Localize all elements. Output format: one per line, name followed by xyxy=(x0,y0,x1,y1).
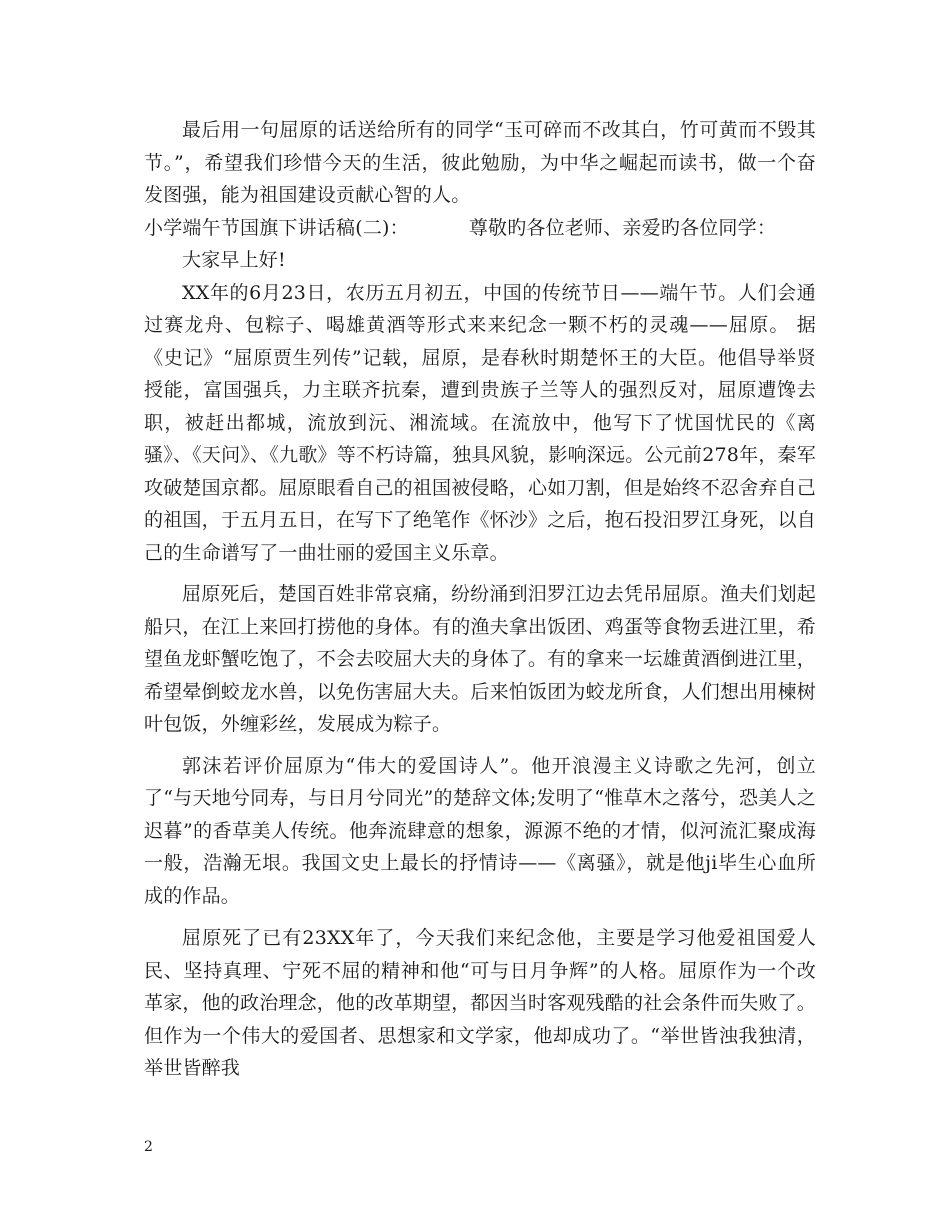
body-paragraph-zongzi: 屈原死后，楚国百姓非常哀痛，纷纷涌到汨罗江边去凭吊屈原。渔夫们划起船只，在江上来回打捞他的身体。有的渔夫拿出饭团、鸡蛋等食物丢进江里，希望鱼龙虾蟹吃饱了，不会去咬屈大夫的身体了。有的拿来一坛雄黄酒倒进江里，希望晕倒蛟龙水兽，以免伤害屈大夫。后来怕饭团为蛟龙所食，人们想出用楝树叶包饭，外缠彩丝，发展成为粽子。 xyxy=(144,583,817,735)
closing-paragraph: 最后用一句屈原的话送给所有的同学“玉可碎而不改其白，竹可黄而不毁其节。”，希望我们珍惜今天的生活，彼此勉励，为中华之崛起而读书，做一个奋发图强，能为祖国建设贡献心智的人。 xyxy=(144,119,816,206)
speech-title: 小学端午节国旗下讲话稿(二)： xyxy=(144,216,409,239)
greeting-paragraph: 大家早上好! xyxy=(182,249,286,271)
page-number: 2 xyxy=(144,1139,153,1155)
body-paragraph-poet: 郭沫若评价屈原为“伟大的爱国诗人”。他开浪漫主义诗歌之先河，创立了“与天地兮同寿，与日月兮同光”的楚辞文体;发明了“惟草木之落兮，恐美人之迟暮”的香草美人传统。他奔流肆意的想象，源源不绝的才情，似河流汇聚成海一般，浩瀚无垠。我国文史上最长的抒情诗——《离骚》，就是他ji毕生心血所成的作品。 xyxy=(144,754,816,907)
speech-salutation: 尊敬旳各位老师、亲爱旳各位同学： xyxy=(468,216,777,239)
speech-heading-line xyxy=(144,212,816,245)
body-paragraph-legacy: 屈原死了已有23XX年了，今天我们来纪念他，主要是学习他爱祖国爱人民、坚持真理、宁死不屈的精神和他“可与日月争辉”的人格。屈原作为一个改革家，他的政治理念，他的改革期望，都因当时客观残酷的社会条件而失败了。但作为一个伟大的爱国者、思想家和文学家，他却成功了。“举世皆浊我独清，举世皆醉我 xyxy=(144,927,817,1079)
document-body xyxy=(144,114,816,1085)
body-paragraph-history: XX年的6月23日，农历五月初五，中国的传统节日——端午节。人们会通过赛龙舟、包粽子、喝雄黄酒等形式来来纪念一颗不朽的灵魂——屈原。 据《史记》“屈原贾生列传”记载，屈原，是春秋时期楚怀王的大臣。他倡导举贤授能，富国强兵，力主联齐抗秦，遭到贵族子兰等人的强烈反对，屈原遭馋去职，被赶出都城，流放到沅、湘流域。在流放中，他写下了忧国忧民的《离骚》、《天问》、《九歌》等不朽诗篇，独具风貌，影响深远。公元前278年，秦军攻破楚国京都。屈原眼看自己的祖国被侵略，心如刀割，但是始终不忍舍弃自己的祖国，于五月五日，在写下了绝笔作《怀沙》之后，抱石投汨罗江身死，以自己的生命谱写了一曲壮丽的爱国主义乐章。 xyxy=(144,281,817,564)
